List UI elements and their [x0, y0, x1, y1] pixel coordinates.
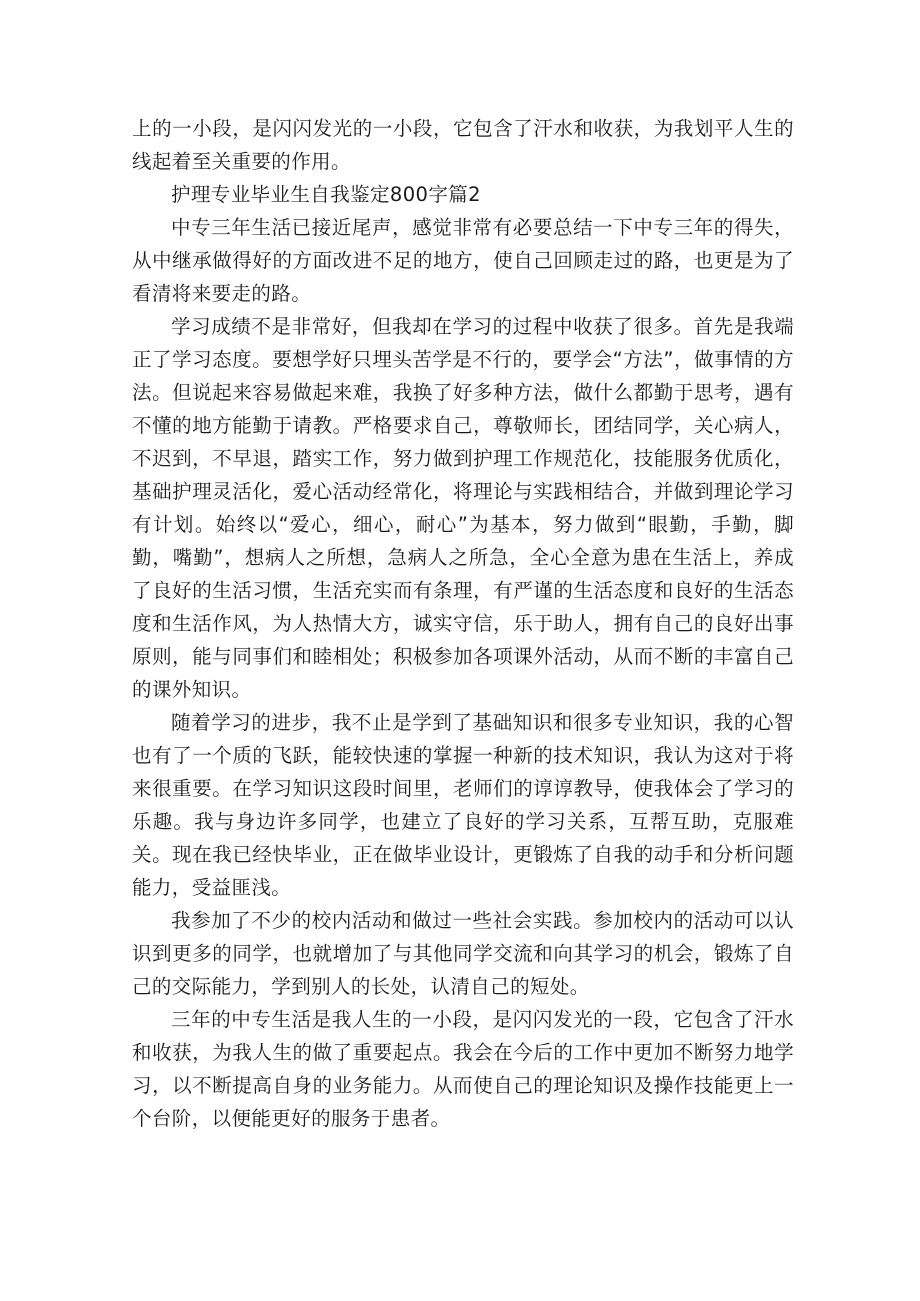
paragraph-conclusion: 三年的中专生活是我人生的一小段，是闪闪发光的一段，它包含了汗水和收获，为我人生的做了重要起点。我会在今后的工作中更加不断努力地学习，以不断提高自身的业务能力。从而使自己的理论知识及操作技能更上一个台阶，以便能更好的服务于患者。 — [132, 1008, 794, 1130]
section-heading: 护理专业毕业生自我鉴定800字篇2 — [171, 183, 481, 206]
paragraph-activities: 我参加了不少的校内活动和做过一些社会实践。参加校内的活动可以认识到更多的同学，也就增加了与其他同学交流和向其学习的机会，锻炼了自己的交际能力，学到别人的长处，认清自己的短处。 — [132, 909, 794, 998]
document-body — [132, 112, 794, 1135]
paragraph-intro: 中专三年生活已接近尾声，感觉非常有必要总结一下中专三年的得失，从中继承做得好的方面改进不足的地方，使自己回顾走过的路，也更是为了看清将来要走的路。 — [132, 216, 794, 305]
paragraph-study: 学习成绩不是非常好，但我却在学习的过程中收获了很多。首先是我端正了学习态度。要想学好只埋头苦学是不行的，要学会“方法”，做事情的方法。但说起来容易做起来难，我换了好多种方法，做什么都勤于思考，遇有不懂的地方能勤于请教。严格要求自己，尊敬师长，团结同学，关心病人，不迟到，不早退，踏实工作，努力做到护理工作规范化，技能服务优质化，基础护理灵活化，爱心活动经常化，将理论与实践相结合，并做到理论学习有计划。始终以“爱心，细心，耐心”为基本，努力做到“眼勤，手勤，脚勤，嘴勤”，想病人之所想，急病人之所急，全心全意为患在生活上，养成了良好的生活习惯，生活充实而有条理，有严谨的生活态度和良好的生活态度和生活作风，为人热情大方，诚实守信，乐于助人，拥有自己的良好出事原则，能与同事们和睦相处；积极参加各项课外活动，从而不断的丰富自己的课外知识。 — [132, 315, 794, 701]
paragraph-continuation: 上的一小段，是闪闪发光的一小段，它包含了汗水和收获，为我划平人生的线起着至关重要的作用。 — [132, 117, 794, 173]
paragraph-progress: 随着学习的进步，我不止是学到了基础知识和很多专业知识，我的心智也有了一个质的飞跃，能较快速的掌握一种新的技术知识，我认为这对于将来很重要。在学习知识这段时间里，老师们的谆谆教导，使我体会了学习的乐趣。我与身边许多同学，也建立了良好的学习关系，互帮互助，克服难关。现在我已经快毕业，正在做毕业设计，更锻炼了自我的动手和分析问题能力，受益匪浅。 — [132, 711, 794, 899]
